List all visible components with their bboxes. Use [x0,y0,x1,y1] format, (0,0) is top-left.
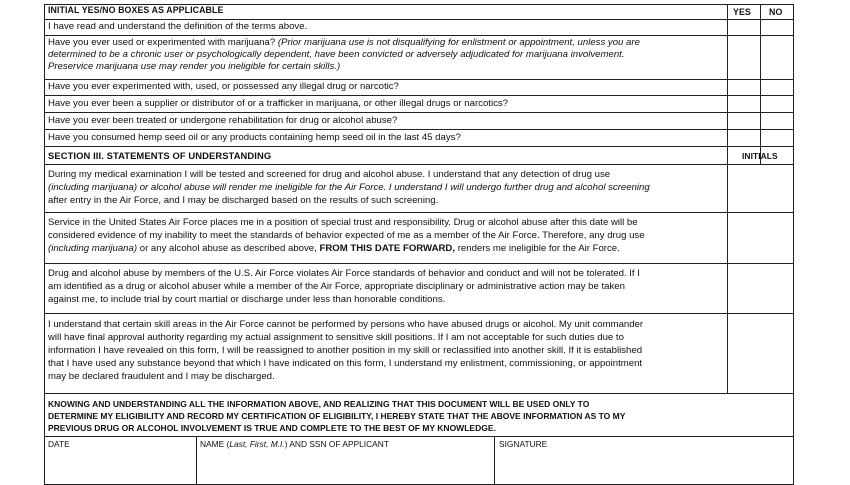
question-2 [48,38,640,49]
statement-2-line: considered evidence of my inability to meet the standards of behavior expected of me as a member of the Air Force. Therefore, any drug use [48,230,645,241]
rule [44,112,794,113]
statement-2-line [48,244,620,255]
question-2-note-line: determined to be a chronic user or psychologically dependent, have been convicted or adversely adjudicated for marijuana involvement. [48,49,625,60]
statement-3-initials-box[interactable] [728,264,793,313]
statement-2-text: or any alcohol abuse as described above, [137,243,320,254]
section-3-title: SECTION III. STATEMENTS OF UNDERSTANDING [48,150,272,161]
statement-1-line: after entry in the Air Force, and I may be discharged based on the results of such screening. [48,195,439,206]
yes-no-instruction: INITIAL YES/NO BOXES AS APPLICABLE [48,5,224,15]
q6-yes-box[interactable] [728,130,760,146]
statement-2-initials-box[interactable] [728,213,793,263]
certification-line: PREVIOUS DRUG OR ALCOHOL INVOLVEMENT IS TRUE AND COMPLETE TO THE BEST OF MY KNOWLEDGE. [48,423,496,433]
rule [44,212,794,213]
rule [44,436,794,437]
question-2-note-line: Preservice marijuana use may render you ineligible for certain skills.) [48,61,341,72]
question-2-text: Have you ever used or experimented with marijuana? [48,37,278,48]
statement-1-line: During my medical examination I will be tested and screened for drug and alcohol abuse. I understand that any detection of drug use [48,169,611,180]
q3-yes-box[interactable] [728,80,760,95]
statement-4-line: I understand that certain skill areas in the Air Force cannot be performed by persons who have abused drugs or alcohol. My unit commander [48,319,644,330]
statement-2-text: renders me ineligible for the Air Force. [455,243,620,254]
rule [44,164,794,165]
rule [44,263,794,264]
signature-input-area[interactable] [495,450,793,484]
question-4: Have you ever been a supplier or distributor of or a trafficker in marijuana, or other illegal drugs or narcotics? [48,98,509,109]
name-ssn-input-area[interactable] [197,450,494,484]
statement-3-line: am identified as a drug or alcohol abuser while a member of the Air Force, appropriate disciplinary or administrative action may be taken [48,281,625,292]
rule [44,129,794,130]
q4-yes-box[interactable] [728,96,760,112]
name-label-text: ) AND SSN OF APPLICANT [284,439,389,449]
rule [44,35,794,36]
q5-no-box[interactable] [761,113,793,129]
statement-4-line: may be declared fraudulent and I may be discharged. [48,371,275,382]
date-field-label: DATE [48,439,70,449]
question-5: Have you ever been treated or undergone rehabilitation for drug or alcohol abuse? [48,115,398,126]
q6-no-box[interactable] [761,130,793,146]
q1-yes-box[interactable] [728,20,760,35]
certification-line: KNOWING AND UNDERSTANDING ALL THE INFORMATION ABOVE, AND REALIZING THAT THIS DOCUMENT WILL BE USED ONLY TO [48,399,590,409]
statement-2-italic: (including marijuana) [48,243,138,254]
drug-alcohol-form [44,0,794,485]
question-1: I have read and understand the definition of the terms above. [48,21,308,32]
q5-yes-box[interactable] [728,113,760,129]
statement-4-line: information I have revealed on this form, I will be reassigned to another position in my skill or reclassified into another skill. If it is established [48,345,643,356]
rule [44,146,794,147]
name-ssn-field-label [200,439,389,450]
statement-4-initials-box[interactable] [728,314,793,393]
no-column-header: NO [769,7,783,17]
rule [44,95,794,96]
rule [44,393,794,394]
statement-3-line: against me, to include trial by court martial or discharge under less than honorable conditions. [48,294,446,305]
question-2-note: (Prior marijuana use is not disqualifying for enlistment or appointment, unless you are [277,37,640,48]
name-label-text: NAME ( [200,439,230,449]
yes-column-header: YES [733,7,751,17]
question-6: Have you consumed hemp seed oil or any products containing hemp seed oil in the last 45 days? [48,132,461,143]
statement-4-line: will have final approval authority regarding my actual assignment to sensitive skill positions. If I am not acceptable for such duties due to [48,332,624,343]
rule [793,4,794,485]
rule [44,79,794,80]
statement-2-emphasis: FROM THIS DATE FORWARD, [319,243,456,254]
q3-no-box[interactable] [761,80,793,95]
name-label-format: Last, First, M.I. [229,439,285,449]
q4-no-box[interactable] [761,96,793,112]
statement-3-line: Drug and alcohol abuse by members of the U.S. Air Force violates Air Force standards of behavior and conduct and will not be tolerated. If I [48,268,640,279]
question-3: Have you ever experimented with, used, or possessed any illegal drug or narcotic? [48,81,399,92]
q2-no-box[interactable] [761,36,793,79]
rule [44,4,45,485]
date-input-area[interactable] [45,450,196,484]
certification-line: DETERMINE MY ELIGIBILITY AND RECORD MY CERTIFICATION OF ELIGIBILITY, I HEREBY STATE THAT THE ABOVE INFORMATION AS TO MY [48,411,626,421]
signature-field-label: SIGNATURE [499,439,548,449]
statement-4-line: that I have used any substance beyond that which I have indicated on this form, I understand my enlistment, commissioning, or appointment [48,358,643,369]
q2-yes-box[interactable] [728,36,760,79]
rule [44,19,794,20]
rule [44,313,794,314]
statement-1-line: (including marijuana) or alcohol abuse will render me ineligible for the Air Force. I understand I will undergo further drug and alcohol screening [48,182,650,193]
statement-2-line: Service in the United States Air Force places me in a position of special trust and responsibility. Drug or alcohol abuse after this date will be [48,217,638,228]
q1-no-box[interactable] [761,20,793,35]
statement-1-initials-box[interactable] [728,165,793,212]
initials-column-header: INITIALS [742,151,778,161]
